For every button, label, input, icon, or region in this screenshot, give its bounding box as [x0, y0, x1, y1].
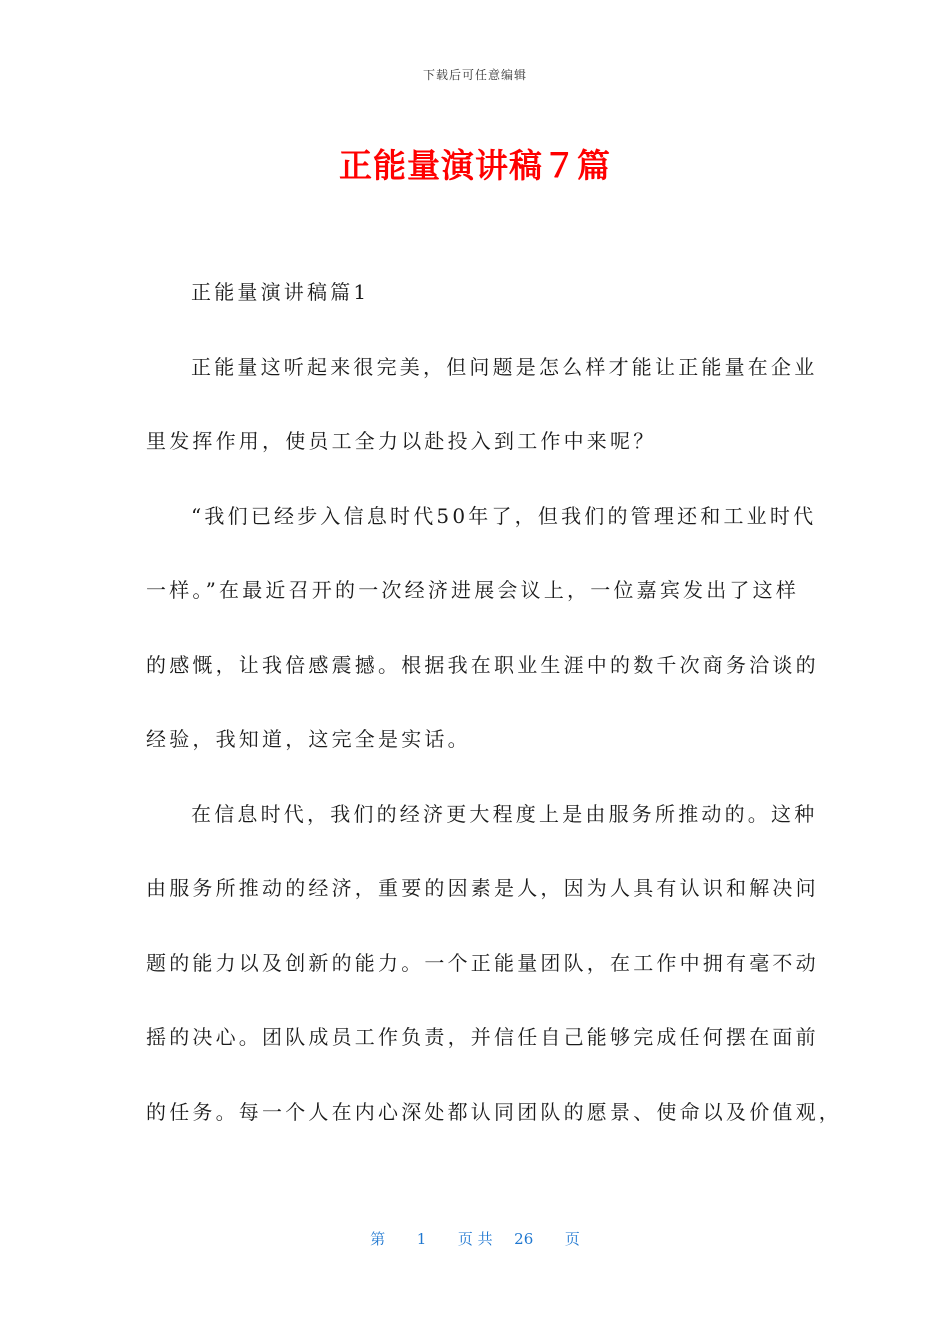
document-body — [146, 274, 842, 1168]
paragraph-line: 的感慨，让我倍感震撼。根据我在职业生涯中的数千次商务洽谈的 — [146, 652, 819, 677]
footer-label-end: 页 — [564, 1230, 580, 1248]
paragraph-line: 正能量这听起来很完美，但问题是怎么样才能让正能量在企业 — [191, 354, 818, 379]
footer-label-page: 第 — [370, 1230, 386, 1248]
paragraph-line: 经验，我知道，这完全是实话。 — [146, 727, 471, 751]
page-footer — [0, 1228, 950, 1249]
paragraph-line: 里发挥作用，使员工全力以赴投入到工作中来呢？ — [146, 429, 657, 453]
paragraph-line: 题的能力以及创新的能力。一个正能量团队，在工作中拥有毫不动 — [146, 950, 819, 975]
paragraph-line: 摇的决心。团队成员工作负责，并信任自己能够完成任何摆在面前 — [146, 1025, 819, 1049]
header-note: 下载后可任意编辑 — [422, 68, 527, 82]
footer-total-pages: 26 — [514, 1230, 534, 1248]
paragraph-line: 的任务。每一个人在内心深处都认同团队的愿景、使命以及价值观， — [146, 1099, 842, 1124]
footer-label-total: 页 共 — [457, 1230, 493, 1248]
footer-current-page: 1 — [416, 1230, 427, 1248]
paragraph-line: 在信息时代，我们的经济更大程度上是由服务所推动的。这种 — [191, 801, 818, 826]
paragraph-line: “我们已经步入信息时代50年了，但我们的管理还和工业时代 — [191, 503, 817, 528]
section-heading: 正能量演讲稿篇1 — [191, 280, 370, 304]
document-title: 正能量演讲稿７篇 — [339, 146, 611, 185]
paragraph-line: 由服务所推动的经济，重要的因素是人，因为人具有认识和解决问 — [146, 876, 819, 900]
paragraph-line: 一样。”在最近召开的一次经济进展会议上，一位嘉宾发出了这样 — [146, 578, 800, 602]
